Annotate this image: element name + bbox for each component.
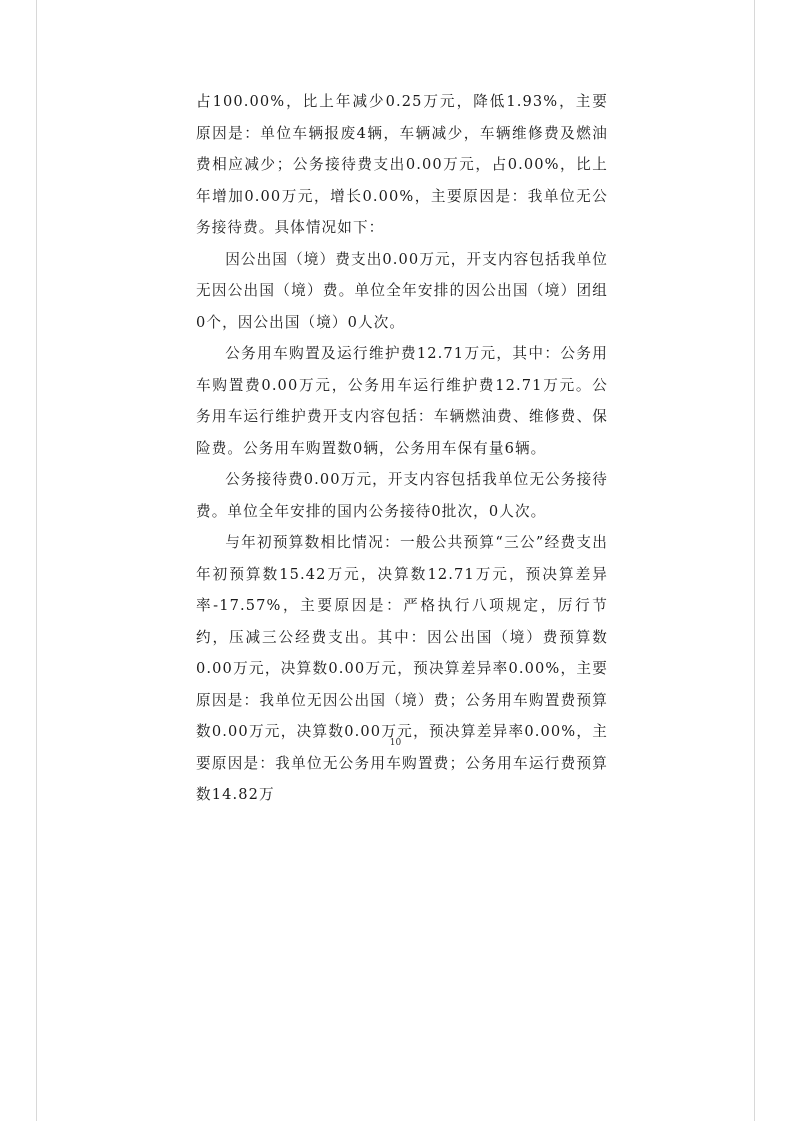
document-body: [196, 86, 608, 811]
paragraph-2: 因公出国（境）费支出0.00万元，开支内容包括我单位无因公出国（境）费。单位全年安排的因公出国（境）团组0个，因公出国（境）0人次。: [196, 250, 608, 331]
paragraph-1: 占100.00%，比上年减少0.25万元，降低1.93%，主要原因是：单位车辆报废4辆，车辆减少，车辆维修费及燃油费相应减少；公务接待费支出0.00万元，占0.00%，比上年增加0.00万元，增长0.00%，主要原因是：我单位无公务接待费。具体情况如下：: [196, 93, 608, 236]
paragraph-3: 公务用车购置及运行维护费12.71万元，其中：公务用车购置费0.00万元，公务用车运行维护费12.71万元。公务用车运行维护费开支内容包括：车辆燃油费、维修费、保险费。公务用车购置数0辆，公务用车保有量6辆。: [196, 345, 608, 457]
paragraph-4: 公务接待费0.00万元，开支内容包括我单位无公务接待费。单位全年安排的国内公务接待0批次，0人次。: [196, 471, 608, 520]
paragraph-5: 与年初预算数相比情况：一般公共预算“三公”经费支出年初预算数15.42万元，决算数12.71万元，预决算差异率-17.57%，主要原因是：严格执行八项规定，厉行节约，压减三公经费支出。其中：因公出国（境）费预算数0.00万元，决算数0.00万元，预决算差异率0.00%，主要原因是：我单位无因公出国（境）费；公务用车购置费预算数0.00万元，决算数0.00万元，预决算差异率0.00%，主要原因是：我单位无公务用车购置费；公务用车运行费预算数14.82万: [196, 534, 608, 803]
page-number: 10: [389, 738, 402, 748]
